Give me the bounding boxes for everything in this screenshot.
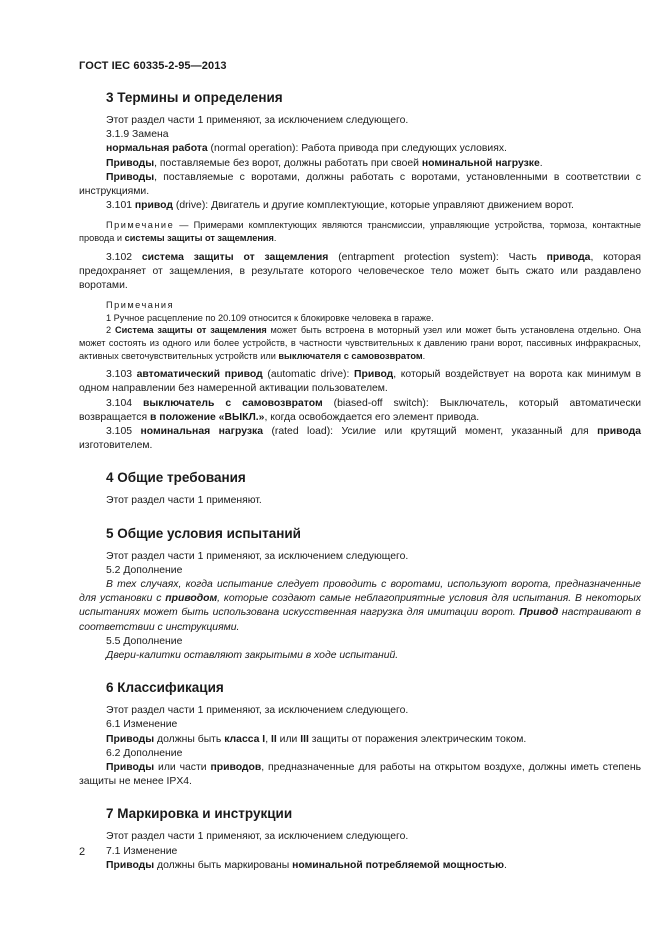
section-6-heading: 6 Классификация (106, 680, 224, 696)
document-header: ГОСТ IEC 60335-2-95—2013 (79, 60, 227, 72)
section-4-heading: 4 Общие требования (106, 470, 246, 486)
drives-without-gate-paragraph: Приводы, поставляемые без ворот, должны работать при своей номинальной нагрузке. (106, 157, 543, 169)
definition-3-102: 3.102 система защиты от защемления (entrapment protection system): Часть привода, которая предохраняет от защемления, в результате которого человеческое тело может быть сжато или раздавлено воротами. (79, 251, 642, 292)
section-7-heading: 7 Маркировка и инструкции (106, 806, 293, 822)
clause-6-2: 6.2 Дополнение (106, 747, 183, 759)
clause-3-1-9: 3.1.9 Замена (106, 129, 169, 141)
definition-3-105: 3.105 номинальная нагрузка (rated load): Усилие или крутящий момент, указанный для привода изготовителем. (79, 426, 641, 452)
drives-with-gate-paragraph: Приводы, поставляемые с воротами, должны работать с воротами, установленными в соответствии с инструкциями. (79, 171, 641, 198)
definition-3-103: 3.103 автоматический привод (automatic drive): Привод, который воздействует на ворота как минимум в одном направлении без намеренной активации пользователем. (79, 369, 641, 395)
clause-5-2-text: В тех случаях, когда испытание следует проводить с воротами, используют ворота, предназначенные для установки с приводом, которые создают самые неблагоприятные условия для испытания. В некоторых испытаниях может быть использована искусственная нагрузка для имитации ворот. Привод настраивают в соответствии с инструкциями. (79, 579, 641, 633)
note-3-102-2: 2 Система защиты от защемления может быть встроена в моторный узел или может быть установлена отдельно. Она может состоять из одного или более устройств, в частности чувствительных к давлению грани ворот, пассивных инфракрасных, активных светочувствительных устройств или выключателя с самовозвратом. (79, 325, 642, 361)
section-4-intro: Этот раздел части 1 применяют. (106, 495, 262, 507)
section-3-intro: Этот раздел части 1 применяют, за исключением следующего. (106, 115, 409, 126)
note-3-102-1: 1 Ручное расцепление по 20.109 относится к блокировке человека в гараже. (106, 312, 434, 323)
clause-5-2: 5.2 Дополнение (106, 564, 183, 576)
clause-7-1-text: Приводы должны быть маркированы номинальной потребляемой мощностью. (106, 859, 507, 871)
section-6-intro: Этот раздел части 1 применяют, за исключением следующего. (106, 705, 409, 717)
clause-6-2-text: Приводы или части приводов, предназначенные для работы на открытом воздухе, должны иметь степень защиты не менее IPX4. (79, 762, 641, 788)
definition-3-101: 3.101 привод (drive): Двигатель и другие комплектующие, которые управляют движением ворот. (106, 200, 574, 212)
section-3-heading: 3 Термины и определения (106, 90, 283, 105)
section-5-intro: Этот раздел части 1 применяют, за исключением следующего. (106, 550, 409, 562)
clause-6-1: 6.1 Изменение (106, 719, 178, 731)
definition-3-104: 3.104 выключатель с самовозвратом (biased-off switch): Выключатель, который автоматически возвращается в положение «ВЫКЛ.», когда освобождается его элемент привода. (79, 397, 641, 423)
clause-5-5: 5.5 Дополнение (106, 635, 183, 647)
page-number: 2 (79, 846, 86, 858)
note-3-101: Примечание — Примерами комплектующих являются трансмиссии, управляющие устройства, тормоза, контактные провода и системы защиты от защемления. (79, 220, 641, 244)
clause-6-1-text: Приводы должны быть класса I, II или III защиты от поражения электрическим током. (106, 733, 527, 745)
section-7-intro: Этот раздел части 1 применяют, за исключением следующего. (106, 831, 409, 843)
normal-operation-def: нормальная работа (normal operation): Работа привода при следующих условиях. (106, 143, 507, 155)
document-body (79, 89, 641, 873)
clause-5-5-text: Двери-калитки оставляют закрытыми в ходе испытаний. (106, 650, 399, 662)
clause-7-1: 7.1 Изменение (106, 845, 178, 857)
term: нормальная работа (106, 143, 208, 155)
section-5-heading: 5 Общие условия испытаний (106, 525, 301, 541)
notes-3-102-label: Примечания (106, 300, 175, 311)
